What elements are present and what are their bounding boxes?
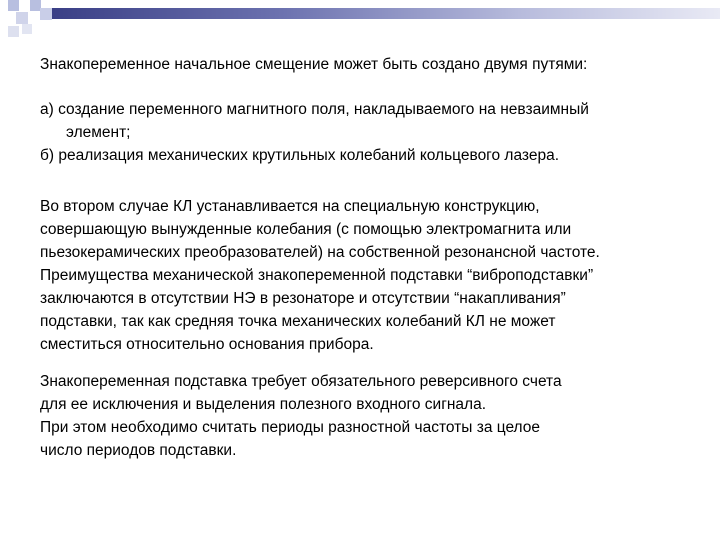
paragraph-line: Во втором случае КЛ устанавливается на специальную конструкцию, (40, 198, 540, 215)
options-list (40, 98, 700, 167)
paragraph-line: пьезокерамических преобразователей) на собственной резонансной частоте. (40, 244, 600, 261)
decor-square (16, 12, 28, 24)
paragraph-line: совершающую вынужденные колебания (с помощью электромагнита или (40, 221, 572, 238)
header-bar (52, 8, 720, 19)
decor-square (8, 26, 19, 37)
paragraph-second-case (40, 195, 705, 356)
option-a-line2: элемент; (66, 124, 131, 141)
paragraph-line: Преимущества механической знакопеременной подставки “виброподставки” (40, 267, 594, 284)
paragraph-line: заключаются в отсутствии НЭ в резонаторе и отсутствии “накапливания” (40, 290, 566, 307)
decor-square (22, 24, 32, 34)
paragraph-line: сместиться относительно основания прибора. (40, 336, 374, 353)
paragraph-line: подставки, так как средняя точка механических колебаний КЛ не может (40, 313, 556, 330)
paragraph-line: для ее исключения и выделения полезного входного сигнала. (40, 396, 487, 413)
paragraph-line: число периодов подставки. (40, 442, 237, 459)
paragraph-line: При этом необходимо считать периоды разностной частоты за целое (40, 419, 541, 436)
intro-text: Знакопеременное начальное смещение может быть создано двумя путями: (40, 56, 588, 73)
paragraph-reverse-count (40, 370, 705, 462)
decor-square (40, 8, 52, 20)
decor-square (8, 0, 19, 11)
option-a-line1: а) создание переменного магнитного поля, накладываемого на невзаимный (40, 101, 589, 118)
option-b: б) реализация механических крутильных колебаний кольцевого лазера. (40, 147, 560, 164)
paragraph-line: Знакопеременная подставка требует обязательного реверсивного счета (40, 373, 562, 390)
